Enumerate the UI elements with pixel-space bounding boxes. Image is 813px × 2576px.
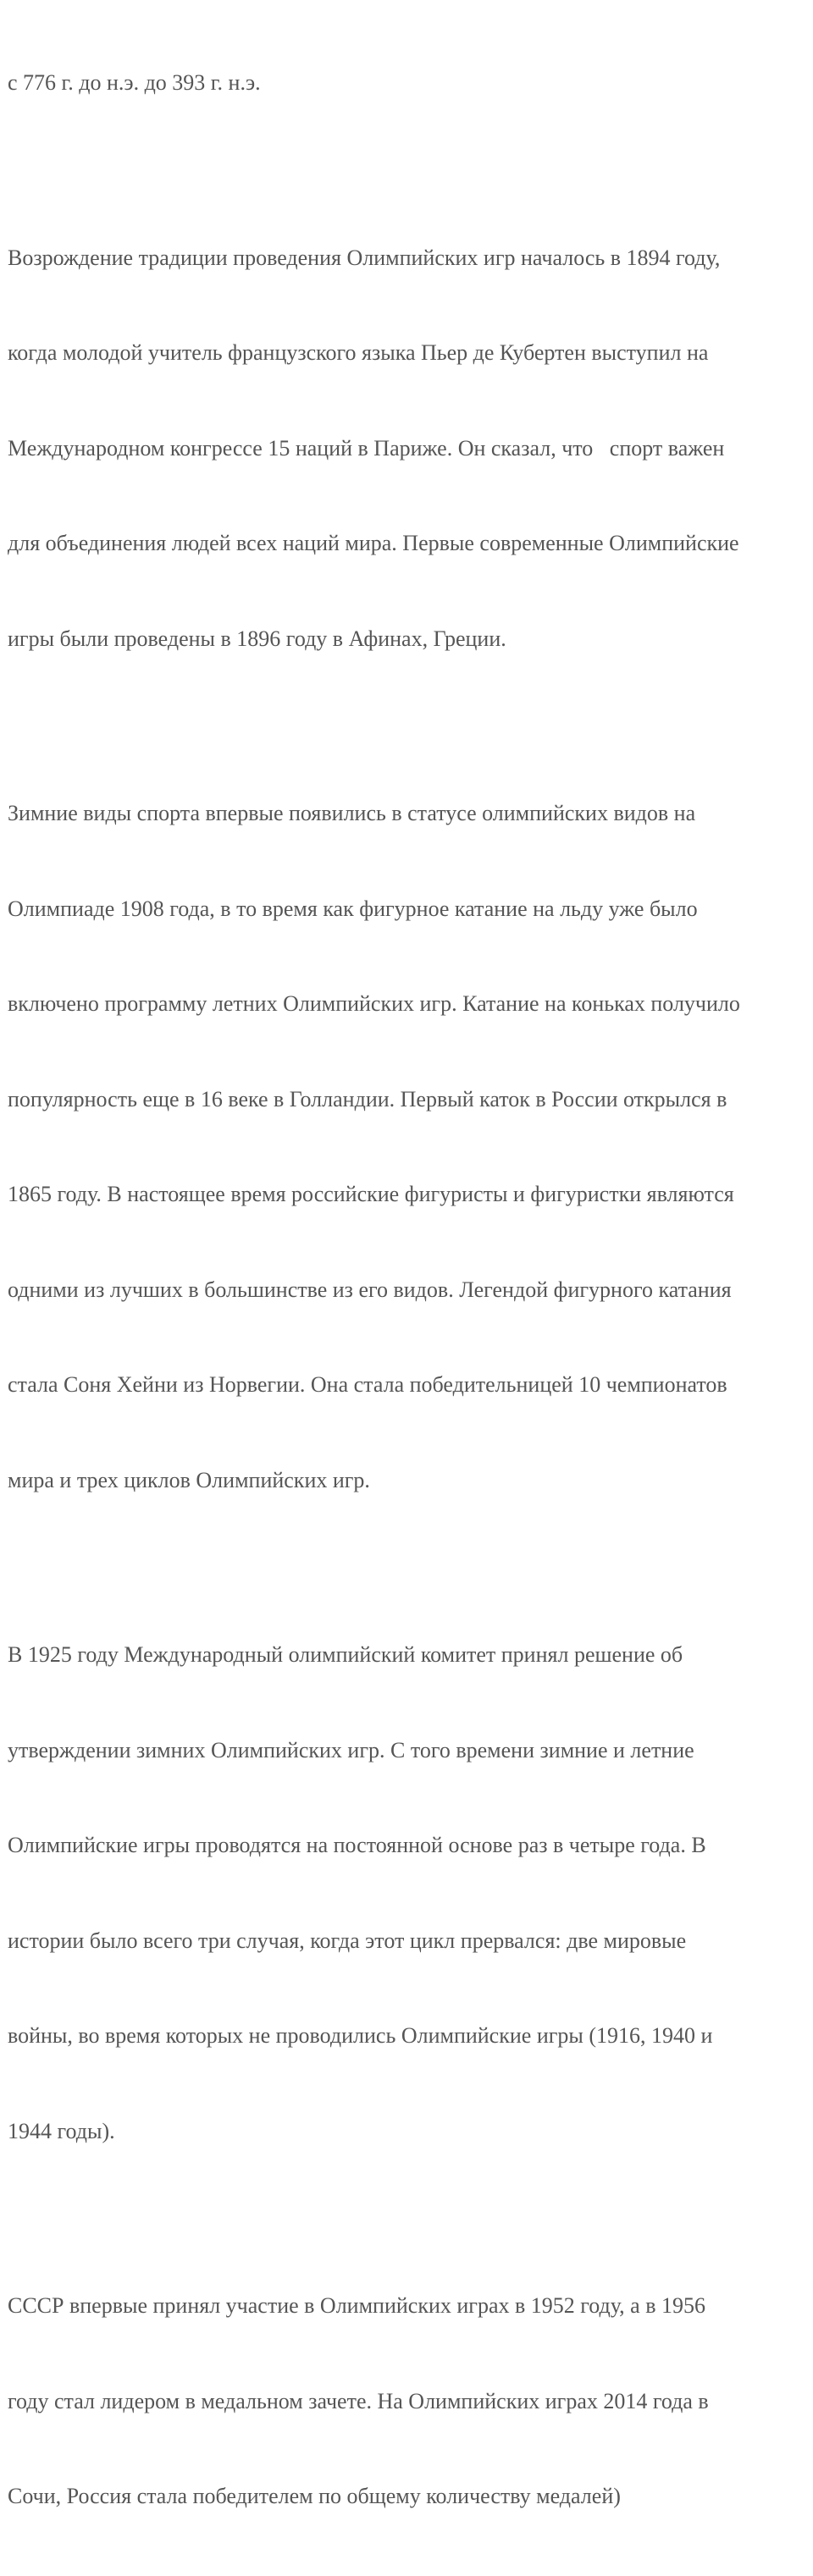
text-line: включено программу летних Олимпийских игр. Катание на коньках получило (8, 991, 740, 1016)
text-line: игры были проведены в 1896 году в Афинах, Греции. (8, 626, 506, 651)
text-line: 1944 годы). (8, 2118, 115, 2143)
text-line: войны, во время которых не проводились Олимпийские игры (1916, 1940 и (8, 2023, 713, 2048)
text-line: стала Соня Хейни из Норвегии. Она стала победительницей 10 чемпионатов (8, 1372, 727, 1397)
paragraph-ussr (8, 2226, 813, 2576)
text-line: с 776 г. до н.э. до 393 г. н.э. (8, 70, 261, 95)
paragraph-dates (8, 3, 813, 163)
text-line: Возрождение традиции проведения Олимпийских игр началось в 1894 году, (8, 245, 721, 270)
text-line: Олимпийские игры проводятся на постоянной основе раз в четыре года. В (8, 1833, 706, 1857)
paragraph-ioc-decision (8, 1575, 813, 2210)
text-line: 1865 году. В настоящее время российские фигуристы и фигуристки являются (8, 1182, 734, 1206)
text-line: Международном конгрессе 15 наций в Париже. Он сказал, что спорт важен (8, 435, 725, 461)
text-line: утверждении зимних Олимпийских игр. С того времени зимние и летние (8, 1737, 694, 1762)
text-line: Сочи, Россия стала победителем по общему количеству медалей) (8, 2484, 621, 2508)
paragraph-winter-sports (8, 734, 813, 1559)
text-line: популярность еще в 16 веке в Голландии. Первый каток в России открылся в (8, 1086, 727, 1111)
text-line: одними из лучших в большинстве из его видов. Легендой фигурного катания (8, 1277, 732, 1302)
text-line: истории было всего три случая, когда этот цикл прервался: две мировые (8, 1928, 687, 1953)
text-line: мира и трех циклов Олимпийских игр. (8, 1467, 370, 1492)
text-line: СССР впервые принял участие в Олимпийских играх в 1952 году, а в 1956 (8, 2293, 705, 2318)
text-line: Олимпиаде 1908 года, в то время как фигурное катание на льду уже было (8, 896, 698, 921)
text-line: году стал лидером в медальном зачете. На Олимпийских играх 2014 года в (8, 2388, 709, 2413)
text-line: В 1925 году Международный олимпийский комитет принял решение об (8, 1642, 683, 1667)
text-line: когда молодой учитель французского языка Пьер де Кубертен выступил на (8, 340, 709, 365)
paragraph-revival (8, 179, 813, 719)
text-line: Зимние виды спорта впервые появились в статусе олимпийских видов на (8, 801, 696, 825)
text-line: для объединения людей всех наций мира. Первые современные Олимпийские (8, 531, 739, 555)
